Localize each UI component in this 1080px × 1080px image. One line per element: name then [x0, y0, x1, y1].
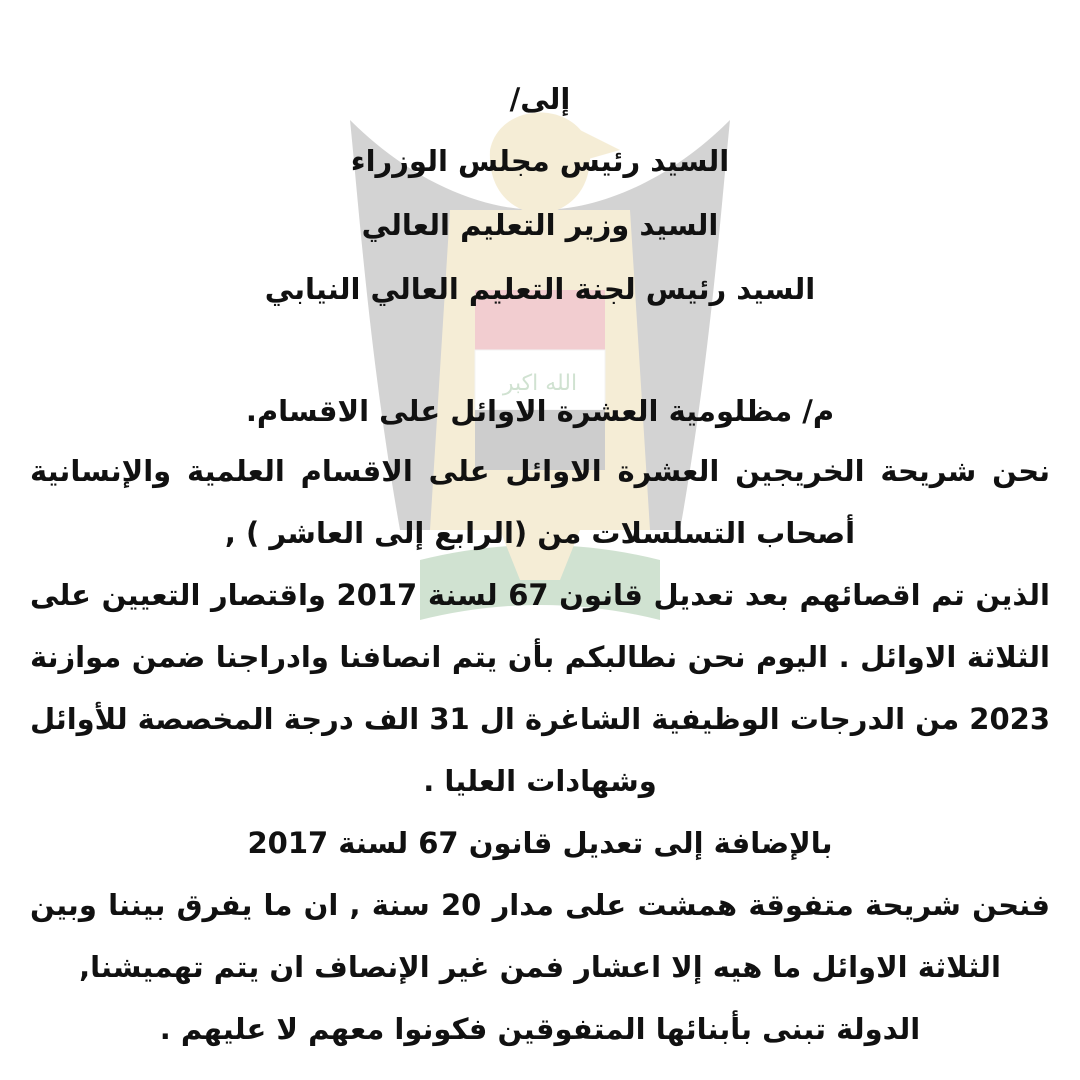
svg-text:الله اكبر: الله اكبر [502, 371, 578, 396]
salutation: إلى/ [509, 82, 571, 116]
recipient-line: السيد وزير التعليم العالي [361, 208, 719, 242]
body-line: فنحن شريحة متفوقة همشت على مدار 20 سنة , ان ما يفرق بيننا وبين [30, 888, 1050, 922]
body-line: 2023 من الدرجات الوظيفية الشاغرة ال 31 الف درجة المخصصة للأوائل [29, 702, 1050, 736]
body-line: الذين تم اقصائهم بعد تعديل قانون 67 لسنة 2017 واقتصار التعيين على [30, 578, 1050, 612]
recipient-line: السيد رئيس لجنة التعليم العالي النيابي [264, 272, 816, 306]
body-line: أصحاب التسلسلات من (الرابع إلى العاشر ) , [224, 516, 856, 550]
body-line: الثلاثة الاوائل ما هيه إلا اعشار فمن غير الإنصاف ان يتم تهميشنا, [79, 950, 1001, 984]
body-line: الدولة تبنى بأبنائها المتفوقين فكونوا معهم لا عليهم . [159, 1012, 921, 1046]
body-line: نحن شريحة الخريجين العشرة الاوائل على الاقسام العلمية والإنسانية [30, 454, 1050, 488]
body-line: بالإضافة إلى تعديل قانون 67 لسنة 2017 [247, 826, 833, 860]
body-line: وشهادات العليا . [423, 764, 657, 798]
subject-line: م/ مظلومية العشرة الاوائل على الاقسام. [245, 394, 835, 428]
recipient-line: السيد رئيس مجلس الوزراء [350, 144, 730, 178]
body-line: الثلاثة الاوائل . اليوم نحن نطالبكم بأن يتم انصافنا وادراجنا ضمن موازنة [30, 640, 1050, 674]
